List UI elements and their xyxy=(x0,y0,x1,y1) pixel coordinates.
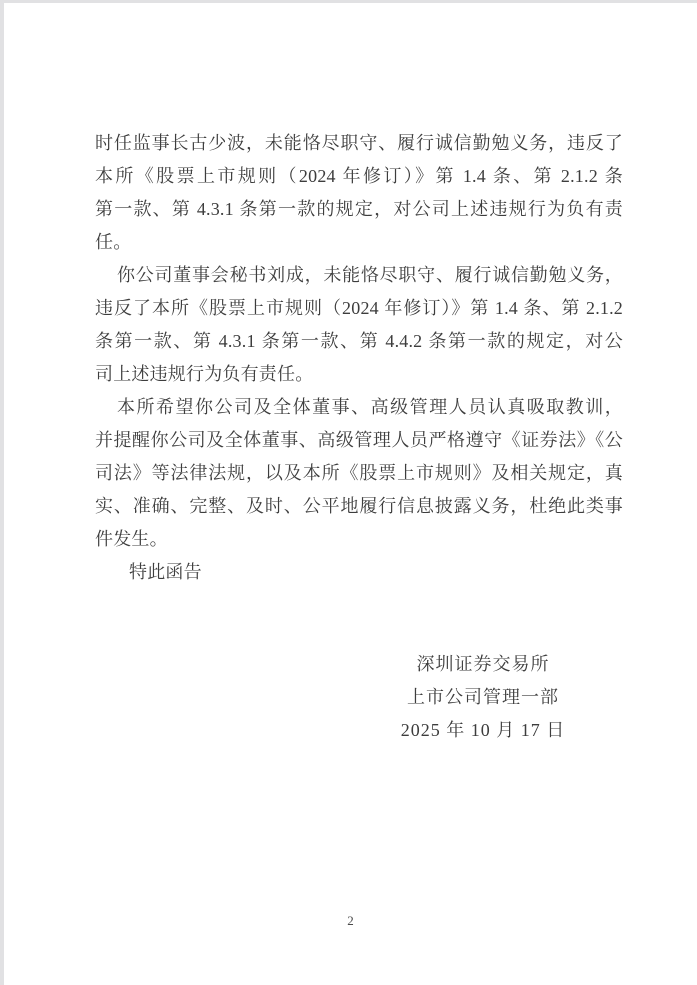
body-line: 本所希望你公司及全体董事、高级管理人员认真吸取教训， xyxy=(117,397,623,417)
body-line: 违反了本所《股票上市规则（2024 年修订）》第 1.4 条、第 2.1.2 xyxy=(95,298,623,318)
signature-block xyxy=(350,648,616,747)
signature-department: 上市公司管理一部 xyxy=(407,687,559,707)
body-line: 并提醒你公司及全体董事、高级管理人员严格遵守《证券法》《公 xyxy=(95,430,623,450)
body-line: 司法》等法律法规，以及本所《股票上市规则》及相关规定，真 xyxy=(95,463,623,483)
body-line: 时任监事长古少波，未能恪尽职守、履行诚信勤勉义务，违反了 xyxy=(95,133,623,153)
body-line: 本所《股票上市规则（2024 年修订）》第 1.4 条、第 2.1.2 条 xyxy=(95,166,623,186)
body-line: 件发生。 xyxy=(95,529,168,549)
body-line: 第一款、第 4.3.1 条第一款的规定，对公司上述违规行为负有责 xyxy=(95,199,623,219)
signature-date: 2025 年 10 月 17 日 xyxy=(400,720,566,740)
document-page xyxy=(4,3,697,985)
page-number: 2 xyxy=(347,913,354,928)
signature-org: 深圳证券交易所 xyxy=(416,654,550,674)
letter-body xyxy=(95,127,623,589)
body-line: 司上述违规行为负有责任。 xyxy=(95,364,314,384)
body-line: 条第一款、第 4.3.1 条第一款、第 4.4.2 条第一款的规定，对公 xyxy=(95,331,623,351)
body-line: 任。 xyxy=(95,232,132,252)
closing-phrase: 特此函告 xyxy=(129,562,202,582)
body-line: 实、准确、完整、及时、公平地履行信息披露义务，杜绝此类事 xyxy=(95,496,623,516)
body-line: 你公司董事会秘书刘成，未能恪尽职守、履行诚信勤勉义务， xyxy=(117,265,623,285)
